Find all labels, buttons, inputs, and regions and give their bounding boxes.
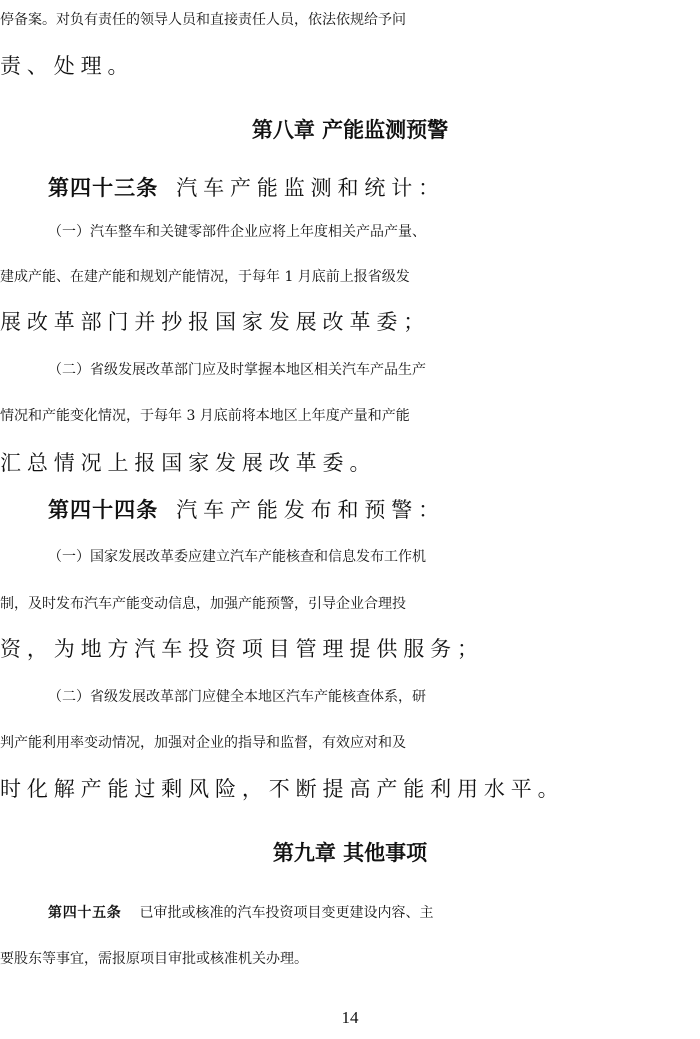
text-line: （一）国家发展改革委应建立汽车产能核查和信息发布工作机: [48, 549, 426, 565]
page-number: 14: [341, 1008, 359, 1027]
text-line: 判产能利用率变动情况，加强对企业的指导和监督，有效应对和及: [0, 735, 406, 751]
chapter-heading: 第九章 其他事项: [272, 841, 428, 865]
text-line: （一）汽车整车和关键零部件企业应将上年度相关产品产量、: [48, 224, 426, 240]
text-line: 资，为地方汽车投资项目管理提供服务；: [0, 637, 484, 661]
text-line: （二）省级发展改革部门应及时掌握本地区相关汽车产品生产: [48, 362, 426, 378]
text-line: 展改革部门并抄报国家发展改革委；: [0, 310, 431, 334]
article-heading: [0, 490, 700, 530]
text-line: 情况和产能变化情况，于每年 3 月底前将本地区上年度产量和产能: [0, 408, 410, 424]
article-title: 汽车产能监测和统计：: [176, 176, 446, 200]
article-paragraph: [0, 893, 700, 933]
article-label: 第四十四条: [48, 498, 159, 522]
text-line: 停备案。对负有责任的领导人员和直接责任人员，依法依规给予问: [0, 12, 406, 28]
text-line: 建成产能、在建产能和规划产能情况，于每年 1 月底前上报省级发: [0, 269, 410, 285]
text-line: 制，及时发布汽车产能变动信息，加强产能预警，引导企业合理投: [0, 596, 406, 612]
text-line: 时化解产能过剩风险，不断提高产能利用水平。: [0, 777, 565, 801]
article-heading: [0, 168, 700, 208]
article-label: 第四十五条: [48, 905, 122, 921]
text-line: （二）省级发展改革部门应健全本地区汽车产能核查体系，研: [48, 689, 426, 705]
text-line: 汇总情况上报国家发展改革委。: [0, 451, 377, 475]
chapter-heading: 第八章 产能监测预警: [251, 118, 449, 142]
text-line: 要股东等事宜，需报原项目审批或核准机关办理。: [0, 951, 308, 967]
text-line: 责、处理。: [0, 54, 135, 78]
article-title: 汽车产能发布和预警：: [176, 498, 446, 522]
article-label: 第四十三条: [48, 176, 159, 200]
article-text: 已审批或核准的汽车投资项目变更建设内容、主: [139, 905, 434, 921]
